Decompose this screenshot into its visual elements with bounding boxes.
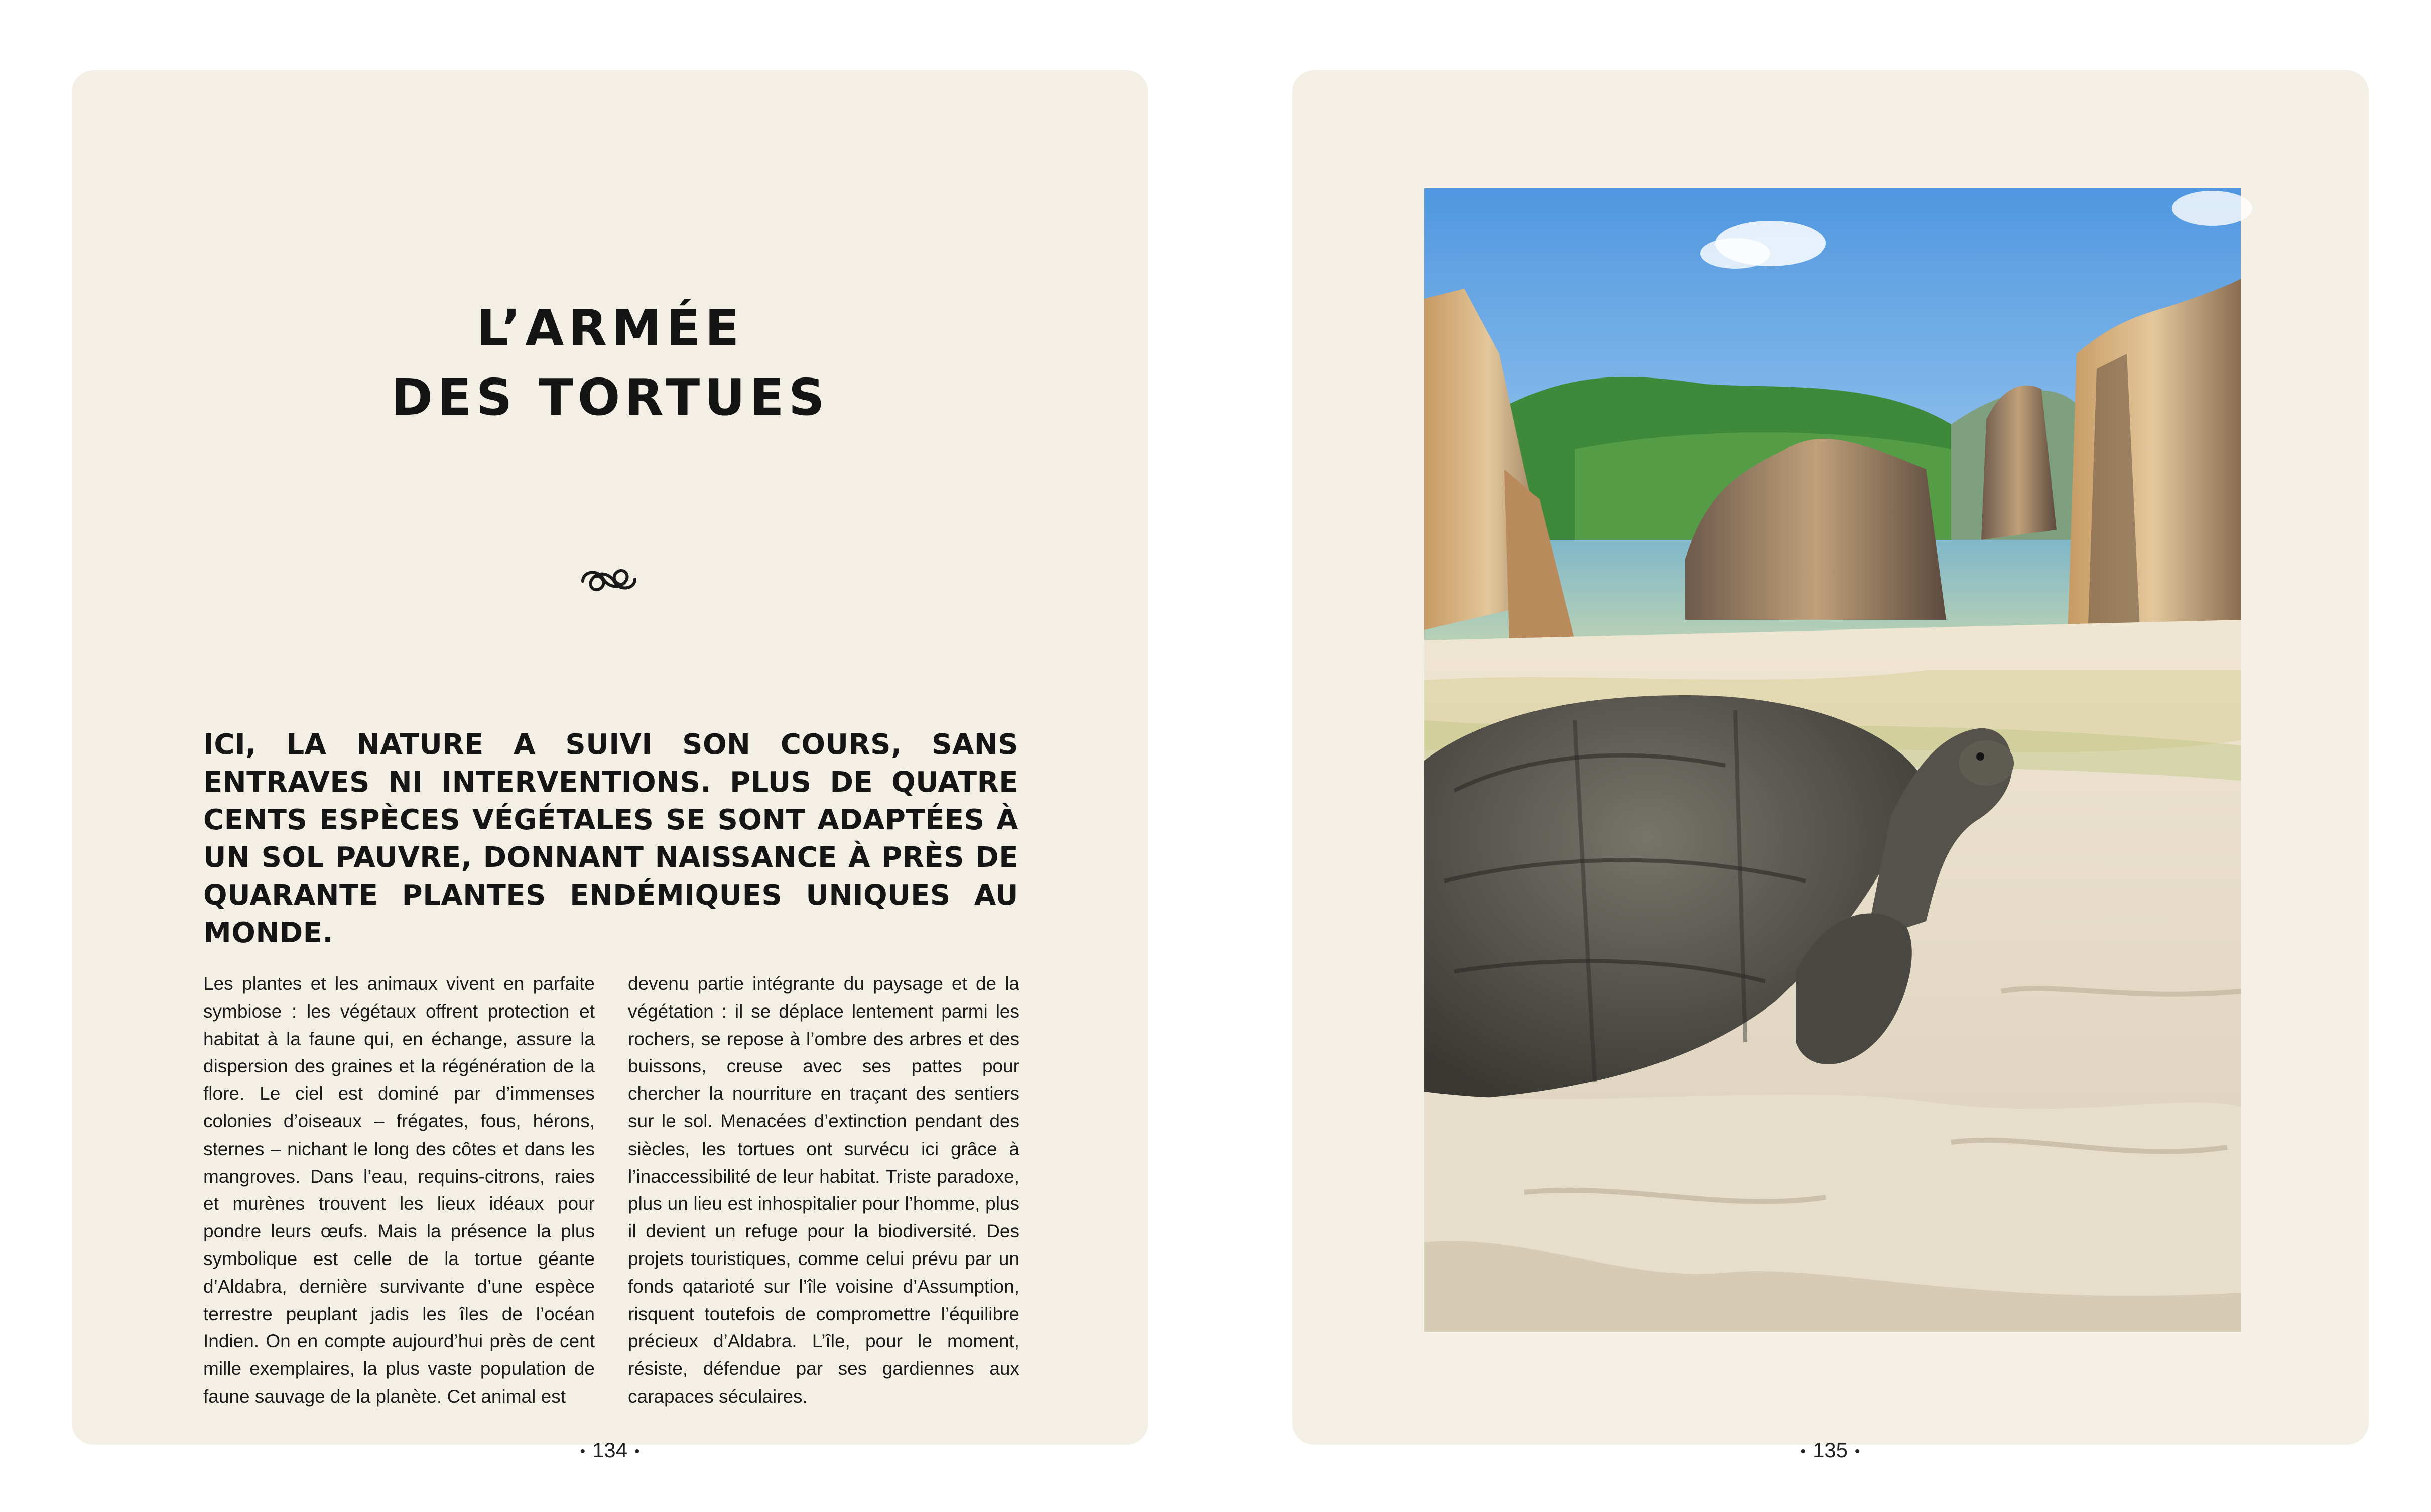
page-number-right — [1755, 1438, 1905, 1462]
body-column-1: Les plantes et les animaux vivent en parfaite symbiose : les végétaux offrent protection et habitat à la faune qui, en échange, assure la dispersion des graines et la régénération de la flore. Le ciel est dominé par d’immenses colonies d’oiseaux – frégates, fous, hérons, sternes – nichant le long des côtes et dans les mangroves. Dans l’eau, requins-citrons, raies et murènes trouvent les lieux idéaux pour pondre leurs œufs. Mais la présence la plus symbolique est celle de la tortue géante d’Aldabra, dernière survivante d’une espèce terrestre peuplant jadis les îles de l’océan Indien. On en compte aujourd’hui près de cent mille exemplaires, la plus vaste population de faune sauvage de la planète. Cet animal est — [203, 973, 595, 1407]
bullet-icon: • — [634, 1443, 640, 1460]
bullet-icon: • — [580, 1443, 585, 1460]
tortoise-beach-photo — [1424, 188, 2241, 1332]
swash-ornament-icon — [579, 562, 639, 598]
page-number-right-text: 135 — [1812, 1438, 1848, 1462]
lead-paragraph: ICI, LA NATURE A SUIVI SON COURS, SANS ENTRAVES NI INTERVENTIONS. PLUS DE QUATRE CENTS ESPÈCES VÉGÉTALES SE SONT ADAPTÉES À UN SOL PAUVRE, DONNANT NAISSANCE À PRÈS DE QUARANTE PLANTES ENDÉMIQUES UNIQUES AU MONDE. — [203, 728, 1018, 949]
body-column-2: devenu partie intégrante du paysage et de la végétation : il se déplace lentement parmi les rochers, se repose à l’ombre des arbres et des buissons, creuse avec ses pattes pour chercher la nourriture en traçant des sentiers sur le sol. Menacées d’extinction pendant des siècles, les tortues ont survécu ici grâce à l’inaccessibilité de leur habitat. Triste paradoxe, plus un lieu est inhospitalier pour l’homme, plus il devient un refuge pour la biodiversité. Des projets touristiques, comme celui prévu par un fonds qatarioté sur l’île voisine d’Assumption, risquent toutefois de compromettre l’équilibre précieux d’Aldabra. L’île, pour le moment, résiste, défendue par ses gardiennes aux carapaces séculaires. — [628, 973, 1019, 1407]
chapter-title — [72, 294, 1148, 432]
title-line-1: L’ARMÉE — [476, 299, 744, 357]
bullet-icon: • — [1855, 1443, 1860, 1460]
page-number-left — [535, 1438, 685, 1462]
title-line-2: DES TORTUES — [391, 368, 829, 427]
bullet-icon: • — [1800, 1443, 1806, 1460]
photo-illustration — [1424, 188, 2241, 1332]
page-number-left-text: 134 — [592, 1438, 628, 1462]
left-page — [72, 70, 1148, 1462]
